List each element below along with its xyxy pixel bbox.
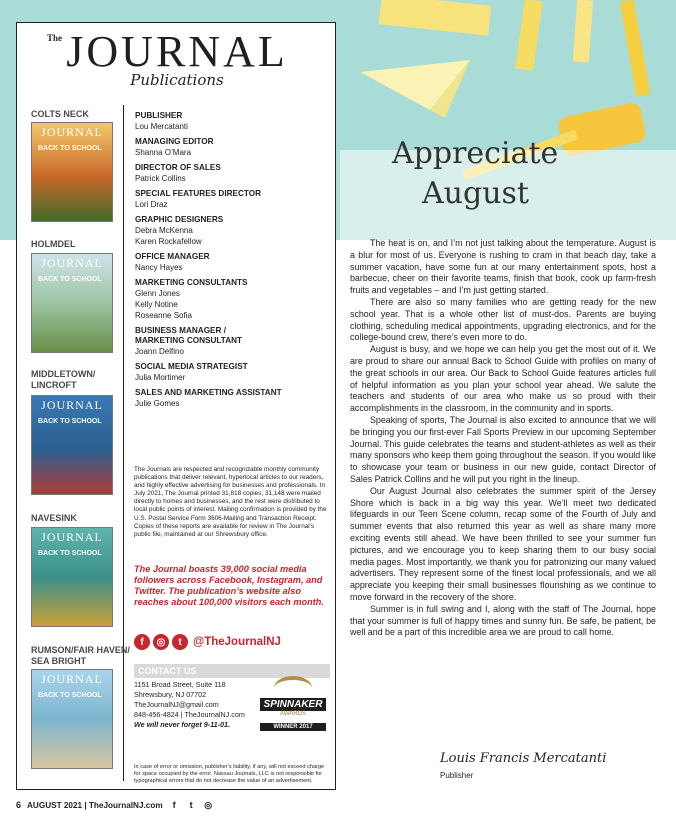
social-boast: The Journal boasts 39,000 social media followers across Facebook, Instagram, and Twitter. The publication’s website also reaches about 100,000 visitors each month. [134,564,324,607]
cover-logo: JOURNAL [41,530,103,544]
staff-name: Debra McKenna [135,226,193,235]
liability-disclaimer: In case of error or omission, publisher’s liability, if any, will not exceed charge for space occupied by the error. Nassau Journals, LLC is not responsible for typographical errors that do not decrease the value of an advertisement. [134,764,325,785]
instagram-icon[interactable]: ◎ [204,799,213,810]
signature-role: Publisher [440,771,474,780]
staff-name: Shanna O’Mara [135,148,192,157]
staff-name: Nancy Hayes [135,263,183,272]
edition-town: MIDDLETOWN/ LINCROFT [31,369,96,390]
logo-the: The [47,33,63,43]
contact-phone-web[interactable]: 848-456-4824 | TheJournalNJ.com [134,710,245,719]
twitter-icon[interactable]: t [172,634,188,650]
column-divider [123,105,124,781]
staff-name: Lori Draz [135,200,168,209]
editorial-title-line1: Appreciate [392,136,559,171]
edition-cover[interactable] [31,122,113,222]
award-name: SPINNAKER [260,698,326,711]
editorial-body [350,238,656,639]
facebook-icon[interactable]: f [172,800,176,810]
editorial-paragraph: Speaking of sports, The Journal is also excited to announce that we will be bringing you our first-ever Fall Sports Preview in our upcoming September Journal. This guide celebrates the teams and student-athletes as well as their many sponsors who keep them going throughout the season. If you would like to showcase your team or business in our new guide, contact Director of Sales Patrick Collins and he will put you right in the lineup. [350,414,656,484]
award-year: WINNER 2017 [260,723,326,731]
social-handle[interactable]: @TheJournalNJ [193,636,281,648]
staff-role-title: SPECIAL FEATURES DIRECTOR [135,189,262,198]
staff-role-title: MANAGING EDITOR [135,137,214,146]
edition-town: NAVESINK [31,513,77,523]
cover-badge: BACK TO SCHOOL [38,418,102,425]
facebook-icon[interactable]: f [134,634,150,650]
staff-role-title: PUBLISHER [135,111,183,120]
staff-name: Patrick Collins [135,174,186,183]
staff-role-title: GRAPHIC DESIGNERS [135,215,224,224]
cover-badge: BACK TO SCHOOL [38,692,102,699]
contact-address: 1151 Broad Street, Suite 118 [134,680,226,689]
edition-cover[interactable] [31,527,113,627]
editorial-paragraph: The heat is on, and I’m not just talking about the temperature. August is a blur for most of us. Everyone is rushing to cram in that beach day, take a summer vacation, have some fun at our many entertainment spots, host a barbecue, cheer on their favorite teams, finish that book, cook up farm-fresh fruits and vegetables – and I’m just getting started. [350,238,656,296]
staff-name: Lou Mercatanti [135,122,188,131]
contact-title: CONTACT US [134,664,330,678]
editorial-title [392,134,558,214]
journal-logo [17,29,337,89]
editorial-paragraph: There are also so many families who are getting ready for the new school year. That is a whole other list of must-dos. Parents are buying clothing, scheduling medical appointments, upgrading electronics, and for the college-bound crew, there’s even more to do. [350,296,656,343]
logo-title: JOURNAL [66,27,288,76]
cover-badge: BACK TO SCHOOL [38,145,102,152]
edition-town: RUMSON/FAIR HAVEN/ SEA BRIGHT [31,645,130,666]
staff-name: Karen Rockafellow [135,237,202,246]
staff-list [135,111,331,409]
contact-block [134,664,330,756]
staff-role-title: BUSINESS MANAGER / MARKETING CONSULTANT [135,326,243,345]
cover-badge: BACK TO SCHOOL [38,276,102,283]
logo-subtitle: Publications [130,71,224,89]
editorial-paragraph: August is busy, and we hope we can help you get the most out of it. We are proud to share our annual Back to School Guide with profiles on many of the great schools in our area. Our Back to School Guide features articles full of helpful information as you plan your school year ahead. We salute the teachers and students of our area who make us so proud with their accomplishments in the classroom, in the community and in sports. [350,344,656,414]
page-footer [16,798,214,812]
laurel-icon [274,676,312,700]
staff-name: Joann Delfino [135,347,184,356]
cover-logo: JOURNAL [41,125,103,139]
staff-role-title: MARKETING CONSULTANTS [135,278,248,287]
editorial-paragraph: Summer is in full swing and I, along with the staff of The Journal, hope that your summer is full of happy times and sunny fun. Be safe, be patient, be well and be a part of this incredible area we are proud to call home. [350,603,656,638]
edition-town: COLTS NECK [31,109,89,119]
staff-name: Julia Mortimer [135,373,186,382]
staff-role-title: SOCIAL MEDIA STRATEGIST [135,362,248,371]
cover-logo: JOURNAL [41,256,103,270]
edition-cover[interactable] [31,253,113,353]
instagram-icon[interactable]: ◎ [153,634,169,650]
footer-text[interactable]: AUGUST 2021 | TheJournalNJ.com [27,800,163,810]
staff-role-title: OFFICE MANAGER [135,252,210,261]
memorial-line: We will never forget 9-11-01. [134,720,230,729]
twitter-icon[interactable]: t [189,800,193,810]
cover-logo: JOURNAL [41,398,103,412]
contact-email[interactable]: TheJournalNJ@gmail.com [134,700,219,709]
edition-cover[interactable] [31,669,113,769]
staff-name: Julie Gomes [135,399,180,408]
edition-town: HOLMDEL [31,239,76,249]
circulation-statement: The Journals are respected and recognizable monthly community publications that deliver relevant, hyperlocal articles to our readers, and highly effective advertising for businesses and professionals. In July 2021, The Journal printed 31,818 copies; 31,148 were mailed directly to homes and businesses, and the rest were distributed to local public points of interest. Mailing confirmation is provided by the U.S. Postal Service Form 3606-Mailing and Transaction Receipt. Copies of these reports are available for review in The Journal’s public file, maintained at our Shrewsbury office. [134,466,327,538]
spinnaker-award-badge [260,676,326,746]
social-links [134,632,281,652]
staff-role-title: DIRECTOR OF SALES [135,163,221,172]
publisher-signature: Louis Francis Mercatanti [440,751,607,766]
staff-name: Kelly Notine [135,300,178,309]
edition-cover[interactable] [31,395,113,495]
cover-badge: BACK TO SCHOOL [38,550,102,557]
staff-name: Glenn Jones [135,289,180,298]
staff-role-title: SALES AND MARKETING ASSISTANT [135,388,282,397]
editorial-title-line2: August [422,176,529,211]
page-number: 6 [16,800,22,810]
award-sub: AWARDS [280,711,306,717]
staff-name: Roseanne Sofia [135,311,192,320]
contact-city: Shrewsbury, NJ 07702 [134,690,207,699]
cover-logo: JOURNAL [41,672,103,686]
editorial-paragraph: Our August Journal also celebrates the summer spirit of the Jersey Shore which is back in a big way this year. We’ll meet two dedicated lifeguards in our Teen Scene column, recap some of the Fourth of July and summer events that also returned this year as well as share many more exciting events still ahead. We have been thrilled to see your summer fun pictures, and we encourage you to keep sharing them to our busy social media pages. Most importantly, we thank you for patronizing our many valued advertisers. They represent some of the finest local professionals, and we all appreciate you keeping their small businesses flourishing as we continue to move forward in the recovery of the shore. [350,485,656,602]
